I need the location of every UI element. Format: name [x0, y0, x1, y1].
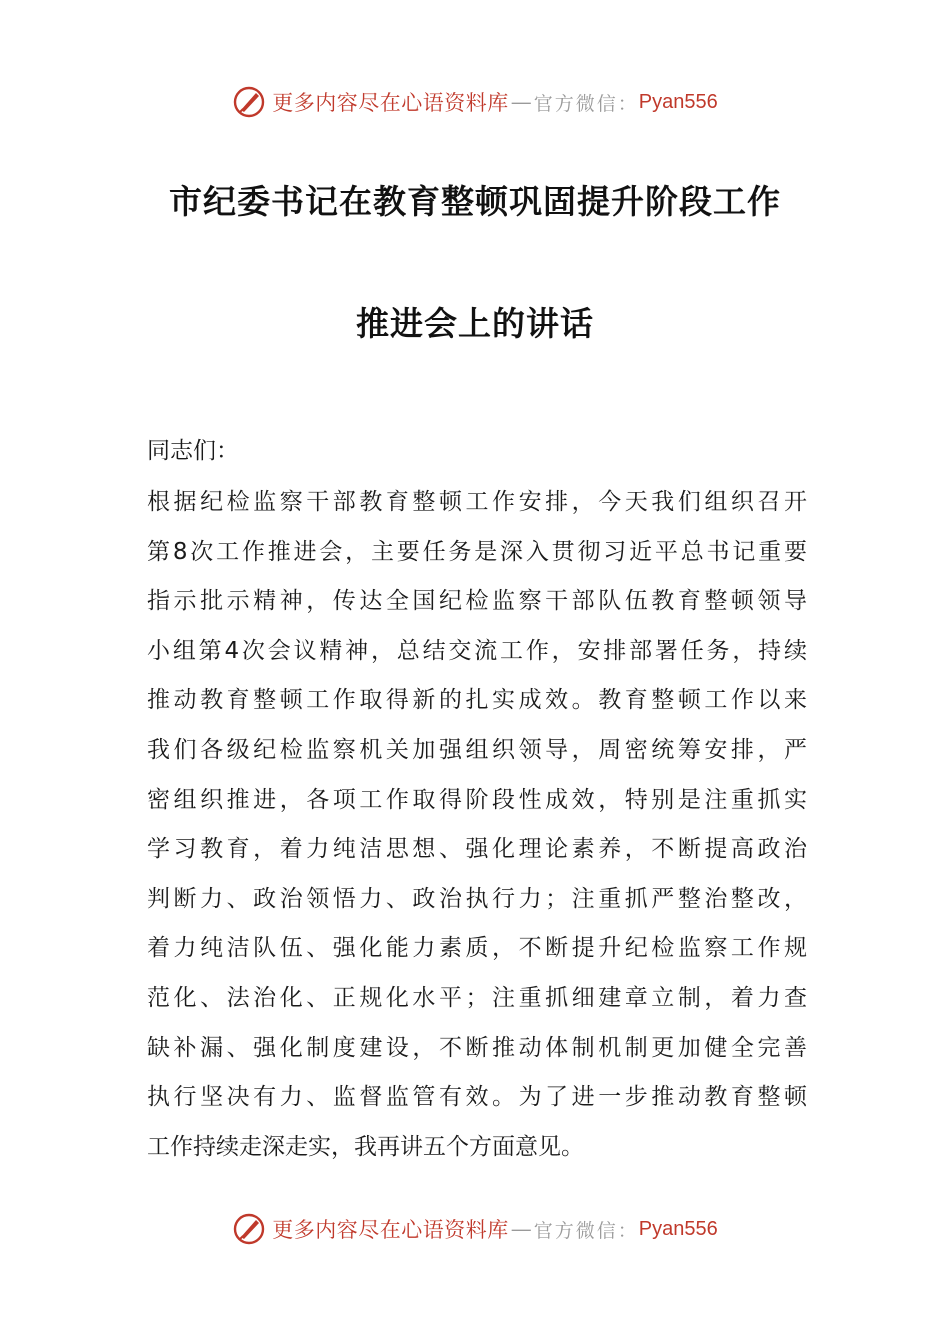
- body-paragraph: [147, 478, 807, 1172]
- body-line: 着力纯洁队伍、强化能力素质，不断提升纪检监察工作规: [147, 935, 807, 962]
- body-line: 第8次工作推进会，主要任务是深入贯彻习近平总书记重要: [147, 538, 807, 565]
- quill-circle-icon: [232, 1212, 266, 1246]
- official-wechat-label: 官方微信：: [533, 92, 639, 115]
- body-line: 判断力、政治领悟力、政治执行力；注重抓严整治整改，: [147, 885, 807, 912]
- wechat-id: Pyan556: [638, 90, 718, 113]
- document-title-line-1: 市纪委书记在教育整顿巩固提升阶段工作: [169, 182, 781, 221]
- body-line: 小组第4次会议精神，总结交流工作，安排部署任务，持续: [147, 637, 807, 664]
- body-line: 根据纪检监察干部教育整顿工作安排，今天我们组织召开: [147, 489, 807, 515]
- body-line: 推动教育整顿工作取得新的扎实成效。教育整顿工作以来: [147, 687, 807, 714]
- footer-watermark-banner: [0, 1209, 950, 1249]
- body-line: 工作持续走深走实，我再讲五个方面意见。: [147, 1133, 584, 1160]
- body-line: 学习教育，着力纯洁思想、强化理论素养，不断提高政治: [147, 836, 807, 863]
- banner-dash: —: [510, 1217, 532, 1241]
- quill-circle-icon: [232, 85, 266, 119]
- body-line: 范化、法治化、正规化水平；注重抓细建章立制，着力查: [147, 984, 807, 1011]
- brand-text: 更多内容尽在心语资料库: [272, 91, 509, 115]
- body-line: 密组织推进，各项工作取得阶段性成效，特别是注重抓实: [147, 786, 807, 813]
- salutation: 同志们：: [147, 438, 239, 464]
- body-line: 缺补漏、强化制度建设，不断推动体制机制更加健全完善: [147, 1034, 807, 1061]
- document-title-line-2: 推进会上的讲话: [356, 304, 594, 343]
- header-watermark-banner: [0, 82, 950, 122]
- body-line: 指示批示精神，传达全国纪检监察干部队伍教育整顿领导: [147, 588, 807, 615]
- banner-dash: —: [510, 90, 532, 114]
- brand-text: 更多内容尽在心语资料库: [272, 1218, 509, 1242]
- wechat-id: Pyan556: [638, 1217, 718, 1240]
- body-line: 执行坚决有力、监督监管有效。为了进一步推动教育整顿: [147, 1084, 807, 1111]
- body-line: 我们各级纪检监察机关加强组织领导，周密统筹安排，严: [147, 736, 807, 763]
- official-wechat-label: 官方微信：: [533, 1219, 639, 1242]
